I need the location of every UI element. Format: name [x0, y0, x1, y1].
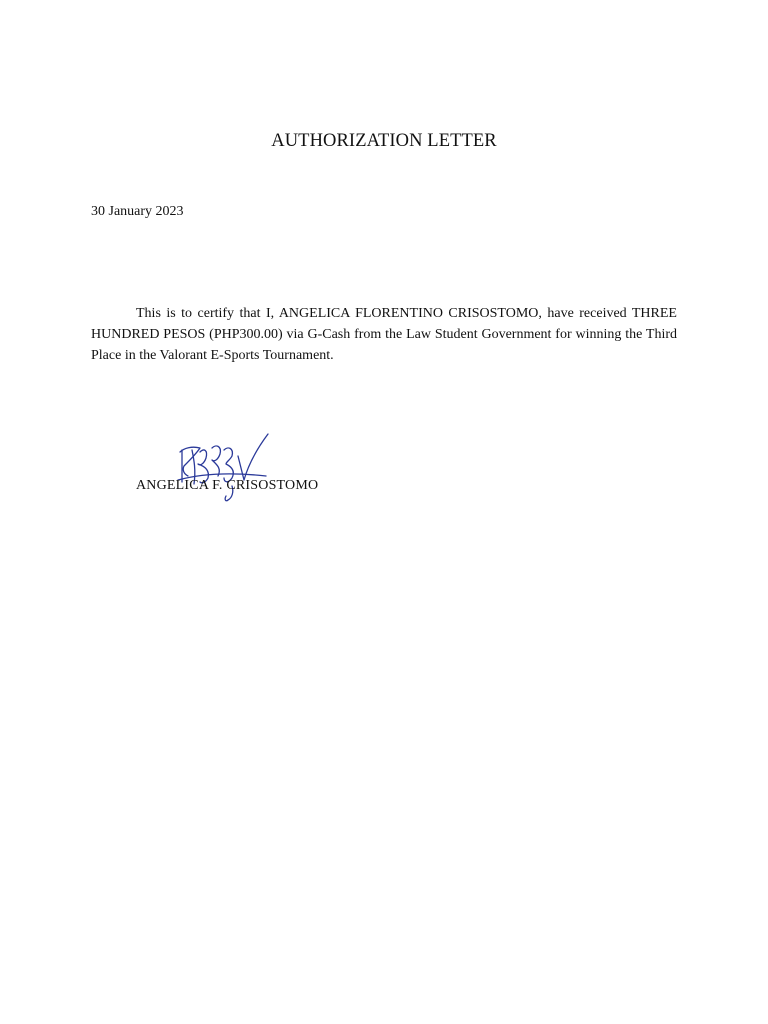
letter-title: AUTHORIZATION LETTER: [271, 131, 497, 151]
letter-body: This is to certify that I, ANGELICA FLORENTINO CRISOSTOMO, have received THREE HUNDRED PESOS (PHP300.00) via G-Cash from the Law Student Government for winning the Third Place in the Valorant E-Sports Tournament.: [91, 306, 677, 363]
letter-date: 30 January 2023: [91, 204, 184, 219]
signature-block: [130, 430, 390, 510]
signatory-name: ANGELICA F. CRISOSTOMO: [136, 478, 319, 493]
